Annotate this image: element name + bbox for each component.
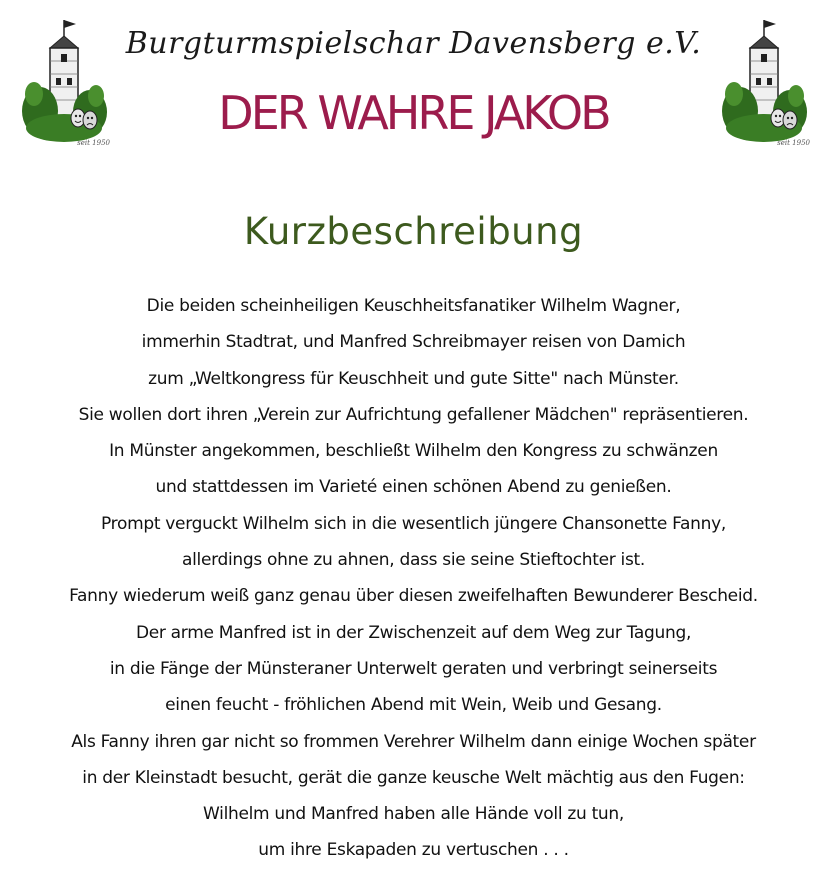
play-title: DER WAHRE JAKOB	[218, 86, 609, 140]
castle-tower-logo	[720, 16, 810, 148]
organization-name: Burgturmspielschar Davensberg e.V.	[125, 26, 702, 61]
description-line: zum „Weltkongress für Keuschheit und gute Sitte" nach Münster.	[148, 368, 679, 389]
description-line: Wilhelm und Manfred haben alle Hände voll zu tun,	[203, 804, 624, 825]
logo-year-label: seit 1950	[777, 139, 810, 147]
section-heading: Kurzbeschreibung	[243, 210, 584, 253]
description-line: Die beiden scheinheiligen Keuschheitsfanatiker Wilhelm Wagner,	[146, 296, 681, 316]
description-line: um ihre Eskapaden zu vertuschen . . .	[258, 840, 569, 861]
description-line: Prompt verguckt Wilhelm sich in die wesentlich jüngere Chansonette Fanny,	[101, 513, 726, 534]
description-line: In Münster angekommen, beschließt Wilhelm den Kongress zu schwänzen	[109, 441, 718, 462]
description-line: Der arme Manfred ist in der Zwischenzeit auf dem Weg zur Tagung,	[135, 622, 692, 643]
description-block	[0, 292, 827, 873]
description-line: immerhin Stadtrat, und Manfred Schreibmayer reisen von Damich	[141, 332, 686, 353]
description-line: Fanny wiederum weiß ganz genau über diesen zweifelhaften Bewunderer Bescheid.	[69, 586, 758, 607]
description-line: und stattdessen im Varieté einen schönen Abend zu genießen.	[155, 477, 672, 498]
description-line: Als Fanny ihren gar nicht so frommen Verehrer Wilhelm dann einige Wochen später	[71, 731, 756, 752]
logo-year-label: seit 1950	[77, 139, 110, 147]
description-line: allerdings ohne zu ahnen, dass sie seine Stieftochter ist.	[181, 550, 645, 571]
logo-left	[20, 16, 110, 148]
description-line: in die Fänge der Münsteraner Unterwelt geraten und verbringt seinerseits	[109, 658, 718, 679]
castle-tower-logo	[20, 16, 110, 148]
description-line: in der Kleinstadt besucht, gerät die ganze keusche Welt mächtig aus den Fugen:	[82, 767, 745, 788]
logo-right	[720, 16, 810, 148]
description-line: Sie wollen dort ihren „Verein zur Aufrichtung gefallener Mädchen" repräsentieren.	[78, 404, 749, 425]
description-line: einen feucht - fröhlichen Abend mit Wein, Weib und Gesang.	[165, 695, 662, 716]
